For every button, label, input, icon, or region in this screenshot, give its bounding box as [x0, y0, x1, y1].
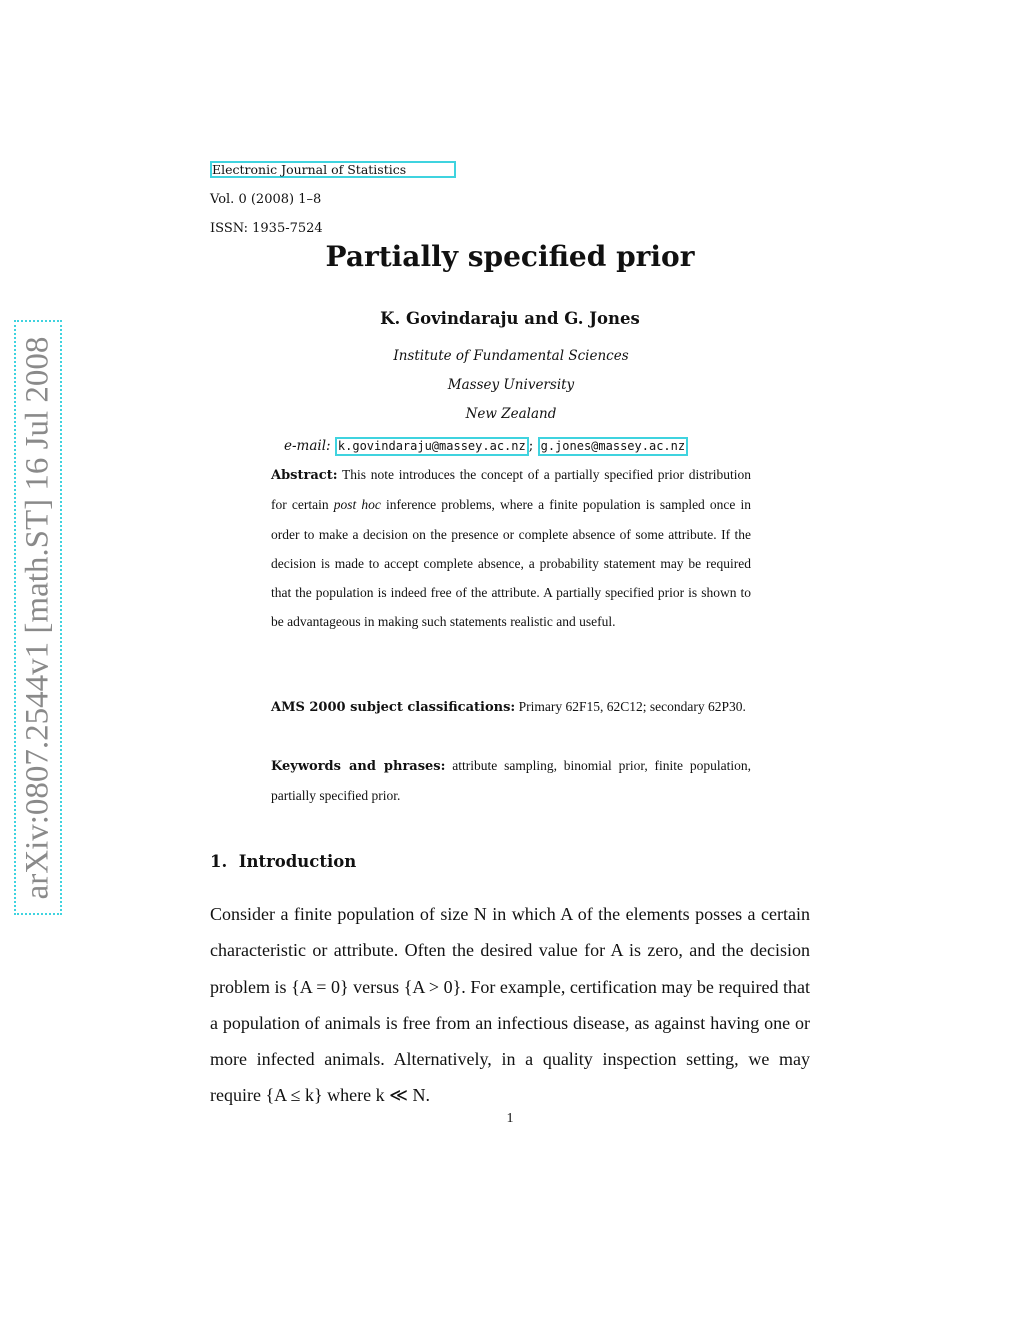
abstract-text-part2: inference problems, where a finite population is sampled once in order to make a decision on the presence or complete absence of some attribute. If the decision is made to accept complete absence, a probability statement may be required that the population is indeed free of the attribute. A partially specified prior is shown to be advantageous in making such statements realistic and useful. — [271, 497, 752, 630]
email-link-jones[interactable]: g.jones@massey.ac.nz — [538, 437, 689, 456]
abstract-text-part1: This note introduces the concept of a partially specified prior distribution for certain — [271, 467, 751, 513]
email-label: e-mail: — [284, 438, 331, 454]
keywords-text: attribute sampling, binomial prior, finite population, partially specified prior. — [271, 758, 751, 804]
affiliation-institute: Institute of Fundamental Sciences — [393, 348, 629, 364]
ams-heading: AMS 2000 subject classifications: — [271, 700, 516, 715]
email-separator: ; — [528, 438, 534, 454]
abstract — [271, 460, 751, 637]
authors: K. Govindaraju and G. Jones — [380, 309, 640, 328]
abstract-heading: Abstract: — [271, 468, 338, 483]
arxiv-id: arXiv:0807.2544v1 [math.ST] 16 Jul 2008 — [19, 336, 56, 899]
section-title: Introduction — [238, 852, 357, 871]
section-heading — [210, 852, 356, 871]
keywords-heading: Keywords and phrases: — [271, 759, 446, 774]
abstract-emphasis: post hoc — [333, 497, 381, 513]
ams-text: Primary 62F15, 62C12; secondary 62P30. — [518, 699, 746, 714]
journal-name[interactable]: Electronic Journal of Statistics — [212, 162, 407, 177]
email-link-govindaraju[interactable]: k.govindaraju@massey.ac.nz — [335, 437, 529, 456]
affiliation-university: Massey University — [447, 377, 575, 393]
email-line — [284, 437, 688, 456]
paper-title: Partially specified prior — [325, 240, 695, 273]
page-number: 1 — [506, 1111, 514, 1126]
keywords — [271, 751, 751, 811]
volume-info: Vol. 0 (2008) 1–8 — [210, 192, 322, 207]
intro-paragraph: Consider a finite population of size N in which A of the elements posses a certain characteristic or attribute. Often the desired value for A is zero, and the decision problem is {A = 0} versus {A > 0}. For example, certification may be required that a population of animals is free from an infectious disease, as against having one or more infected animals. Alternatively, in a quality inspection setting, we may require {A ≤ k} where k ≪ N. — [210, 904, 810, 1106]
ams-classification — [271, 692, 751, 722]
affiliation-country: New Zealand — [465, 406, 557, 422]
issn: ISSN: 1935-7524 — [210, 221, 323, 236]
section-number: 1. — [210, 852, 228, 871]
